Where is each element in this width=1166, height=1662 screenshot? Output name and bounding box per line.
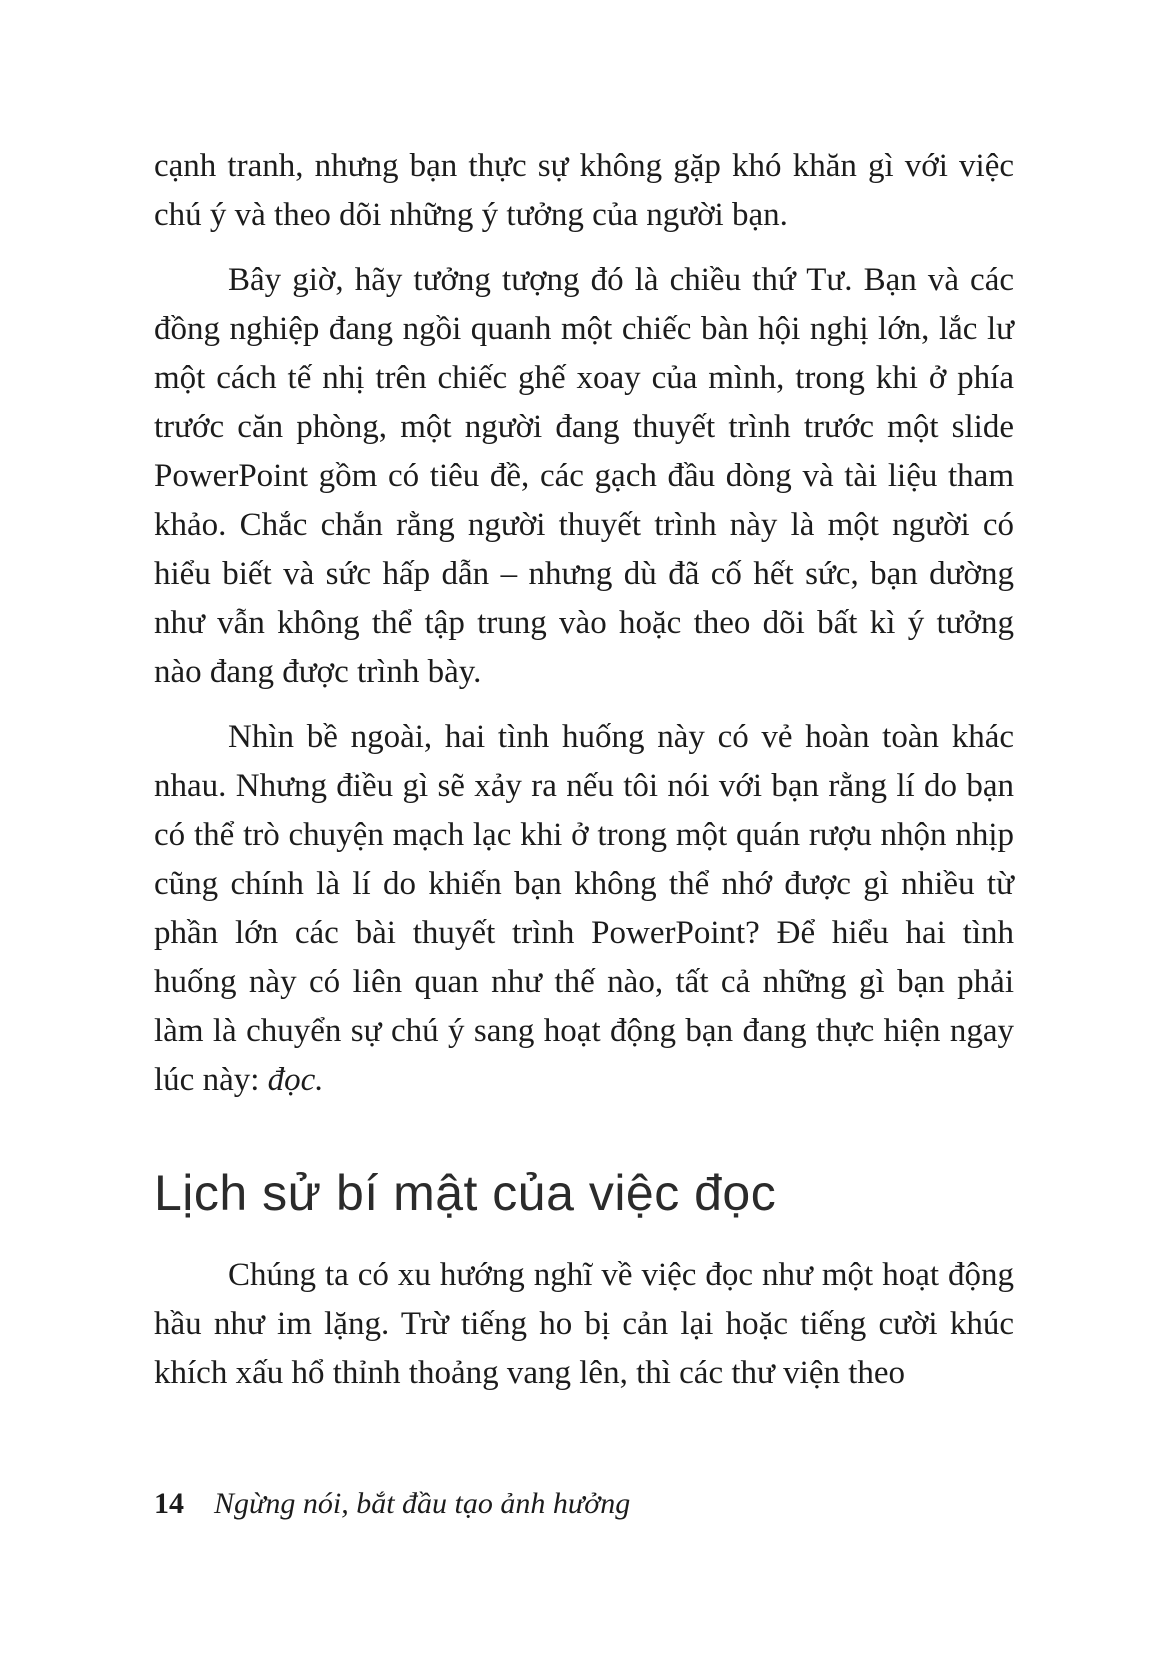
page-footer	[154, 1487, 1014, 1521]
paragraph-continuation: cạnh tranh, nhưng bạn thực sự không gặp khó khăn gì với việc chú ý và theo dõi những ý tưởng của người bạn.	[154, 148, 1014, 233]
running-title: Ngừng nói, bắt đầu tạo ảnh hưởng	[214, 1487, 631, 1520]
paragraph-reading-silent: Chúng ta có xu hướng nghĩ về việc đọc như một hoạt động hầu như im lặng. Trừ tiếng ho bị cản lại hoặc tiếng cười khúc khích xấu hổ thỉnh thoảng vang lên, thì các thư viện theo	[154, 1257, 1014, 1391]
body-text-block	[154, 142, 1014, 1414]
section-heading: Lịch sử bí mật của việc đọc	[154, 1165, 777, 1221]
paragraph-two-situations	[154, 713, 1014, 1105]
paragraph-two-situations-italic-word: đọc.	[267, 1062, 324, 1098]
paragraph-two-situations-text: Nhìn bề ngoài, hai tình huống này có vẻ hoàn toàn khác nhau. Nhưng điều gì sẽ xảy ra nếu tôi nói với bạn rằng lí do bạn có thể trò chuyện mạch lạc khi ở trong một quán rượu nhộn nhịp cũng chính là lí do khiến bạn không thể nhớ được gì nhiều từ phần lớn các bài thuyết trình PowerPoint? Để hiểu hai tình huống này có liên quan như thế nào, tất cả những gì bạn phải làm là chuyển sự chú ý sang hoạt động bạn đang thực hiện ngay lúc này:	[154, 719, 1014, 1098]
paragraph-wednesday-meeting: Bây giờ, hãy tưởng tượng đó là chiều thứ Tư. Bạn và các đồng nghiệp đang ngồi quanh một chiếc bàn hội nghị lớn, lắc lư một cách tế nhị trên chiếc ghế xoay của mình, trong khi ở phía trước căn phòng, một người đang thuyết trình trước một slide PowerPoint gồm có tiêu đề, các gạch đầu dòng và tài liệu tham khảo. Chắc chắn rằng người thuyết trình này là một người có hiểu biết và sức hấp dẫn – nhưng dù đã cố hết sức, bạn dường như vẫn không thể tập trung vào hoặc theo dõi bất kì ý tưởng nào đang được trình bày.	[154, 262, 1014, 690]
page-number: 14	[154, 1487, 184, 1520]
